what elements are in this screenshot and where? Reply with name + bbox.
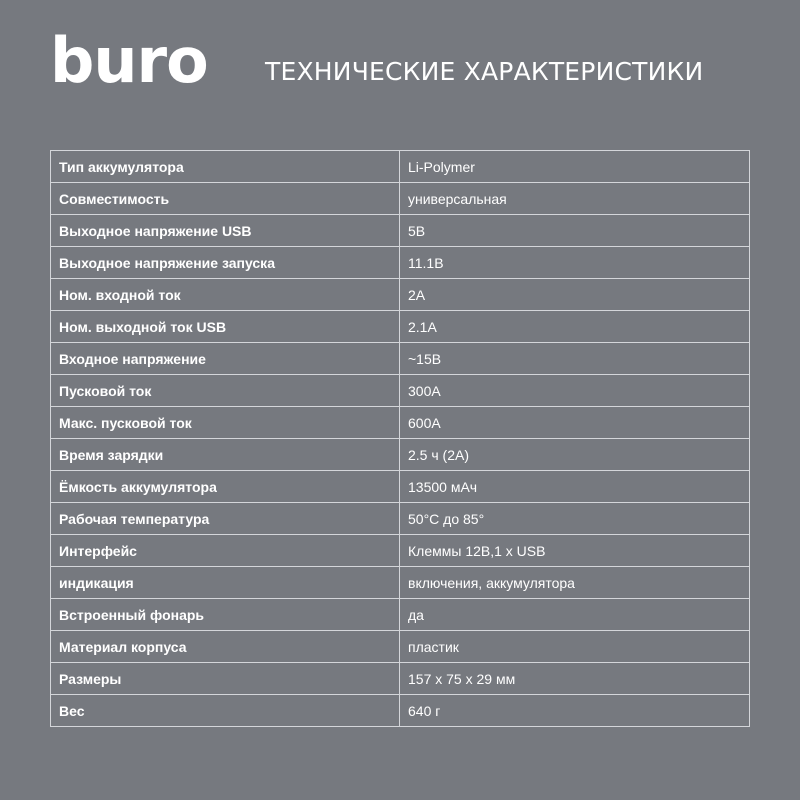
spec-value: универсальная: [400, 183, 750, 215]
table-row: [51, 567, 750, 599]
table-row: [51, 279, 750, 311]
table-row: [51, 631, 750, 663]
table-row: [51, 471, 750, 503]
spec-value: 13500 мАч: [400, 471, 750, 503]
spec-value: 300А: [400, 375, 750, 407]
spec-value: Li-Polymer: [400, 151, 750, 183]
table-row: [51, 535, 750, 567]
spec-name: Пусковой ток: [51, 375, 400, 407]
table-row: [51, 599, 750, 631]
spec-value: ~15В: [400, 343, 750, 375]
spec-value: пластик: [400, 631, 750, 663]
spec-value: 157 x 75 x 29 мм: [400, 663, 750, 695]
table-row: [51, 439, 750, 471]
table-row: [51, 695, 750, 727]
page-title: ТЕХНИЧЕСКИЕ ХАРАКТЕРИСТИКИ: [265, 57, 704, 86]
spec-value: 2.5 ч (2А): [400, 439, 750, 471]
spec-value: Клеммы 12В,1 x USB: [400, 535, 750, 567]
specs-table: [50, 150, 750, 727]
spec-name: Ном. выходной ток USB: [51, 311, 400, 343]
spec-value: включения, аккумулятора: [400, 567, 750, 599]
spec-name: Рабочая температура: [51, 503, 400, 535]
specs-table-body: [51, 151, 750, 727]
spec-name: Макс. пусковой ток: [51, 407, 400, 439]
table-row: [51, 311, 750, 343]
table-row: [51, 407, 750, 439]
table-row: [51, 503, 750, 535]
spec-value: 11.1В: [400, 247, 750, 279]
spec-value: 600А: [400, 407, 750, 439]
spec-name: Вес: [51, 695, 400, 727]
spec-value: да: [400, 599, 750, 631]
spec-value: 50°C до 85°: [400, 503, 750, 535]
spec-name: Размеры: [51, 663, 400, 695]
table-row: [51, 183, 750, 215]
spec-name: Выходное напряжение запуска: [51, 247, 400, 279]
buro-logo: buro: [50, 24, 208, 97]
table-row: [51, 215, 750, 247]
spec-value: 2А: [400, 279, 750, 311]
spec-name: Тип аккумулятора: [51, 151, 400, 183]
spec-value: 2.1А: [400, 311, 750, 343]
spec-name: Выходное напряжение USB: [51, 215, 400, 247]
table-row: [51, 343, 750, 375]
table-row: [51, 151, 750, 183]
table-row: [51, 247, 750, 279]
spec-name: Материал корпуса: [51, 631, 400, 663]
spec-name: Время зарядки: [51, 439, 400, 471]
spec-name: Встроенный фонарь: [51, 599, 400, 631]
spec-name: Входное напряжение: [51, 343, 400, 375]
spec-name: Ёмкость аккумулятора: [51, 471, 400, 503]
table-row: [51, 375, 750, 407]
spec-name: индикация: [51, 567, 400, 599]
spec-name: Интерфейс: [51, 535, 400, 567]
spec-name: Ном. входной ток: [51, 279, 400, 311]
spec-value: 5В: [400, 215, 750, 247]
table-row: [51, 663, 750, 695]
spec-name: Совместимость: [51, 183, 400, 215]
spec-value: 640 г: [400, 695, 750, 727]
